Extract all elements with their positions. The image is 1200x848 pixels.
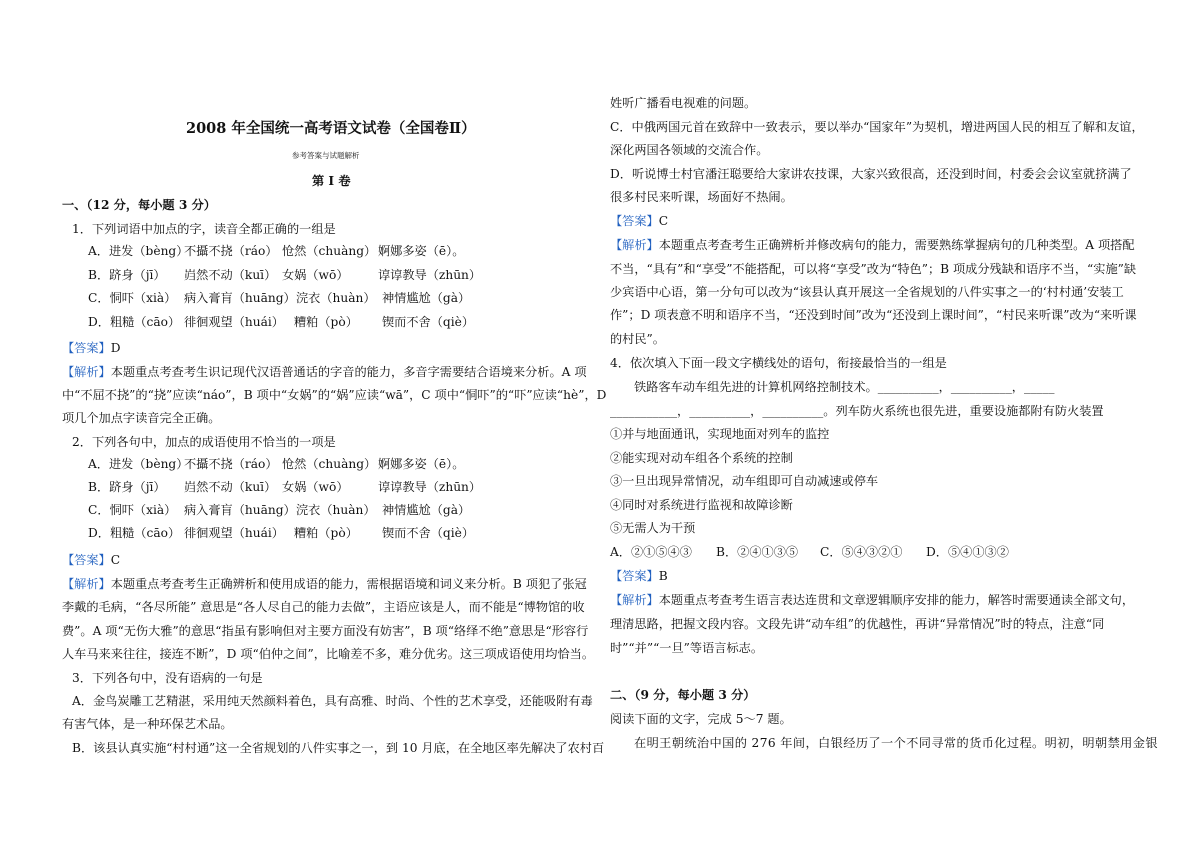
q2-analysis-line: 费”。A 项“无伤大雅”的意思“指虽有影响但对主要方面没有妨害”，B 项“络绎不绝”意思是“形容行	[62, 624, 589, 638]
part2-heading: 二、（9 分，每小题 3 分）	[610, 688, 756, 702]
q1-analysis-line	[62, 364, 587, 380]
q3-cont-line: 姓听广播看电视难的问题。	[610, 96, 757, 110]
q3-analysis-line: 少宾语中心语，第一分句可以改为“该县认真开展这一全省规划的八件实事之一的‘村村通’安装工	[610, 285, 1124, 299]
option-word: 病入膏肓（huāng）	[184, 503, 296, 517]
section-heading: 第 I 卷	[312, 174, 351, 188]
option-word: 婀娜多姿（ē）。	[378, 457, 465, 471]
q3-analysis-line: 不当，“具有”和“享受”不能搭配，可以将“享受”改为“特色”；B 项成分残缺和语序不当，“实施”缺	[610, 262, 1137, 276]
option-word: 神情尴尬（gà）	[382, 503, 471, 517]
option-word: C．恫吓（xià）	[88, 503, 177, 517]
q4-analysis-line: 时”“并”“一旦”等语言标志。	[610, 641, 764, 655]
option-word: 糟粕（pò）	[294, 315, 358, 329]
q2-analysis-line: 李戴的毛病，“各尽所能” 意思是“各人尽自己的能力去做”，主语应该是人，而不能是“博物馆的收	[62, 600, 585, 614]
option-word: B．跻身（jī）	[88, 480, 166, 494]
q1-option-d	[88, 314, 474, 330]
option-word: 徘徊观望（huái）	[184, 315, 284, 329]
q4-item: ②能实现对动车组各个系统的控制	[610, 451, 793, 465]
analysis-tag: 【解析】	[610, 593, 659, 607]
option-word: D．粗糙（cāo）	[88, 315, 181, 329]
answer-tag: 【答案】	[610, 214, 659, 228]
option-word: 女娲（wō）	[282, 480, 349, 494]
analysis-text: 本题重点考查考生正确辨析和使用成语的能力，需根据语境和词义来分析。B 项犯了张冠	[110, 577, 587, 591]
q3-cont-line: D．听说博士村官潘汪聪要给大家讲农技课，大家兴致很高，还没到时间，村委会会议室就挤满了	[610, 167, 1132, 181]
option-word: 浣衣（huàn）	[296, 291, 376, 305]
q3-analysis-line: 作”；D 项表意不明和语序不当，“还没到时间”改为“还没到上课时间”，“村民来听课”改为“来听课	[610, 308, 1137, 322]
q4-analysis-line: 理清思路，把握文段内容。文段先讲“动车组”的优越性，再讲“异常情况”时的特点，注意“同	[610, 617, 1105, 631]
analysis-text: 本题重点考查考生语言表达连贯和文章逻辑顺序安排的能力，解答时需要通读全部文句，	[658, 593, 1135, 607]
q3-analysis-line: 的村民”。	[610, 332, 665, 346]
q2-option-c	[88, 502, 470, 518]
q2-answer	[62, 552, 120, 568]
q3-line: 有害气体，是一种环保艺术品。	[62, 717, 233, 731]
q4-passage: ___________，__________，__________。列车防火系统也很先进，重要设施都附有防火装置	[610, 404, 1104, 418]
answer-value: D	[110, 341, 121, 355]
q4-choice: B．②④①③⑤	[716, 545, 799, 559]
option-word: 谆谆教导（zhūn）	[378, 268, 482, 282]
option-word: 浣衣（huàn）	[296, 503, 376, 517]
q4-stem: 4．依次填入下面一段文字横线处的语句，衔接最恰当的一组是	[610, 356, 947, 370]
option-word: A．进发（bèng）	[88, 457, 189, 471]
q3-analysis-line	[610, 237, 1135, 253]
option-word: 怆然（chuàng）	[282, 457, 377, 471]
q4-item: ①并与地面通讯，实现地面对列车的监控	[610, 427, 830, 441]
q1-analysis-line: 中“不屈不挠”的“挠”应读“náo”，B 项中“女娲”的“娲”应读“wā”，C 项中“恫吓”的“吓”应读“hè”，D	[62, 388, 607, 402]
answer-tag: 【答案】	[610, 569, 659, 583]
q3-stem: 3．下列各句中，没有语病的一句是	[72, 671, 263, 685]
answer-value: C	[658, 214, 669, 228]
q4-choice: D．⑤④①③②	[926, 545, 1009, 559]
option-word: 神情尴尬（gà）	[382, 291, 471, 305]
option-word: 谆谆教导（zhūn）	[378, 480, 482, 494]
option-word: 徘徊观望（huái）	[184, 526, 284, 540]
option-word: D．粗糙（cāo）	[88, 526, 181, 540]
answer-value: B	[658, 569, 668, 583]
q3-cont-line: C．中俄两国元首在致辞中一致表示，要以举办“国家年”为契机，增进两国人民的相互了解和友谊，	[610, 120, 1144, 134]
option-word: 女娲（wō）	[282, 268, 349, 282]
option-word: 糟粕（pò）	[294, 526, 358, 540]
option-word: 不攝不挠（ráo）	[184, 457, 278, 471]
q4-choice: C．⑤④③②①	[820, 545, 903, 559]
answer-value: C	[110, 553, 121, 567]
analysis-text: 本题重点考查考生正确辨析并修改病句的能力，需要熟练掌握病句的几种类型。A 项搭配	[658, 238, 1135, 252]
q3-answer	[610, 213, 668, 229]
part2-passage: 在明王朝统治中国的 276 年间，白银经历了一个不同寻常的货币化过程。明初，明朝禁用金银	[634, 736, 1158, 750]
q2-option-b	[88, 479, 481, 495]
part2-instruction: 阅读下面的文字，完成 5～7 题。	[610, 712, 792, 726]
q4-passage: 铁路客车动车组先进的计算机网络控制技术。__________，__________，_____	[634, 380, 1055, 394]
q1-stem: 1．下列词语中加点的字，读音全都正确的一组是	[72, 222, 336, 236]
q4-choice: A．②①⑤④③	[610, 545, 692, 559]
answer-tag: 【答案】	[62, 553, 111, 567]
option-word: 岿然不动（kuī）	[184, 268, 277, 282]
q4-item: ⑤无需人为干预	[610, 521, 696, 535]
q3-cont-line: 深化两国各领域的交流合作。	[610, 143, 769, 157]
document-title: 2008 年全国统一高考语文试卷（全国卷Ⅱ）	[186, 120, 476, 137]
q3-cont-line: 很多村民来听课，场面好不热闹。	[610, 190, 793, 204]
option-word: 怆然（chuàng）	[282, 244, 377, 258]
analysis-tag: 【解析】	[62, 365, 111, 379]
q1-option-c	[88, 290, 470, 306]
q1-analysis-line: 项几个加点字读音完全正确。	[62, 411, 221, 425]
q4-analysis-line	[610, 592, 1134, 608]
q3-line: A．金鸟炭雕工艺精湛，采用纯天然颜料着色，具有高雅、时尚、个性的艺术享受，还能吸附有毒	[72, 694, 593, 708]
option-word: 锲而不舍（qiè）	[382, 315, 475, 329]
analysis-tag: 【解析】	[62, 577, 111, 591]
option-word: 岿然不动（kuī）	[184, 480, 277, 494]
q4-item: ④同时对系统进行监视和故障诊断	[610, 498, 793, 512]
q4-answer	[610, 568, 668, 584]
option-word: B．跻身（jī）	[88, 268, 166, 282]
option-word: A．进发（bèng）	[88, 244, 189, 258]
q4-item: ③一旦出现异常情况，动车组即可自动减速或停车	[610, 474, 879, 488]
analysis-tag: 【解析】	[610, 238, 659, 252]
q1-option-a	[88, 243, 464, 259]
q2-option-a	[88, 456, 464, 472]
q1-answer	[62, 340, 121, 356]
q4-choices	[610, 544, 1009, 560]
answer-tag: 【答案】	[62, 341, 111, 355]
q2-option-d	[88, 525, 474, 541]
document-subtitle: 参考答案与试题解析	[292, 151, 360, 160]
q2-analysis-line	[62, 576, 587, 592]
q1-option-b	[88, 267, 481, 283]
option-word: 婀娜多姿（ē）。	[378, 244, 465, 258]
option-word: C．恫吓（xià）	[88, 291, 177, 305]
q2-analysis-line: 人车马来来往往，接连不断”，D 项“伯仲之间”，比喻差不多，难分优劣。这三项成语使用均恰当。	[62, 647, 595, 661]
option-word: 不攝不挠（ráo）	[184, 244, 278, 258]
option-word: 病入膏肓（huāng）	[184, 291, 296, 305]
q3-line: B．该县认真实施“村村通”这一全省规划的八件实事之一，到 10 月底，在全地区率先解决了农村百	[72, 741, 605, 755]
q2-stem: 2．下列各句中，加点的成语使用不恰当的一项是	[72, 435, 336, 449]
option-word: 锲而不舍（qiè）	[382, 526, 475, 540]
analysis-text: 本题重点考查考生识记现代汉语普通话的字音的能力，多音字需要结合语境来分析。A 项	[110, 365, 587, 379]
part1-heading: 一、（12 分，每小题 3 分）	[62, 198, 216, 212]
